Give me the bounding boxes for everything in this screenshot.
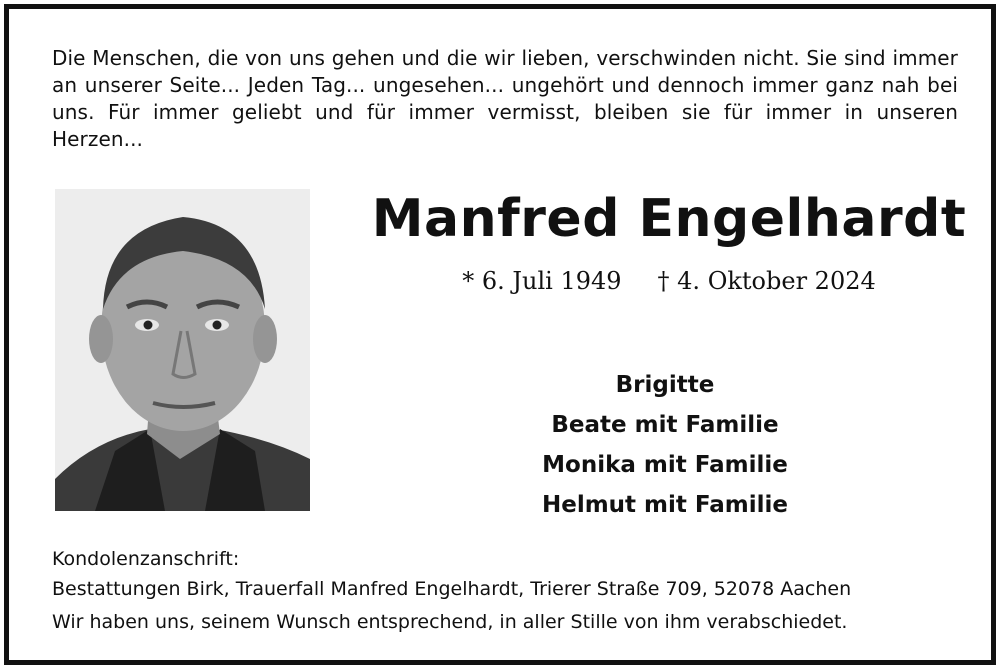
mourner-name: Helmut mit Familie <box>541 492 789 518</box>
birth-date: * 6. Juli 1949 <box>462 267 622 295</box>
life-dates <box>429 267 909 295</box>
portrait-photo <box>55 189 310 511</box>
mourner-name: Monika mit Familie <box>542 452 788 478</box>
condolence-label: Kondolenzanschrift: <box>52 548 240 570</box>
mourners-list <box>465 365 865 525</box>
mourner-name: Brigitte <box>615 372 715 398</box>
portrait-illustration <box>55 189 310 511</box>
memorial-poem: Die Menschen, die von uns gehen und die wir lieben, verschwinden nicht. Sie sind immer an unserer Seite... Jeden Tag... ungesehen... ungehört und dennoch immer ganz nah bei uns. Für immer geliebt und für immer vermisst, bleiben sie für immer in unseren Herzen... <box>52 46 958 151</box>
death-date: † 4. Oktober 2024 <box>657 267 876 295</box>
mourner-name: Beate mit Familie <box>551 412 779 438</box>
footer <box>52 544 972 637</box>
obituary-card <box>4 4 996 665</box>
condolence-address: Bestattungen Birk, Trauerfall Manfred Engelhardt, Trierer Straße 709, 52078 Aachen <box>52 578 852 600</box>
deceased-name: Manfred Engelhardt <box>371 189 967 249</box>
farewell-note: Wir haben uns, seinem Wunsch entsprechend, in aller Stille von ihm verabschiedet. <box>52 611 848 633</box>
